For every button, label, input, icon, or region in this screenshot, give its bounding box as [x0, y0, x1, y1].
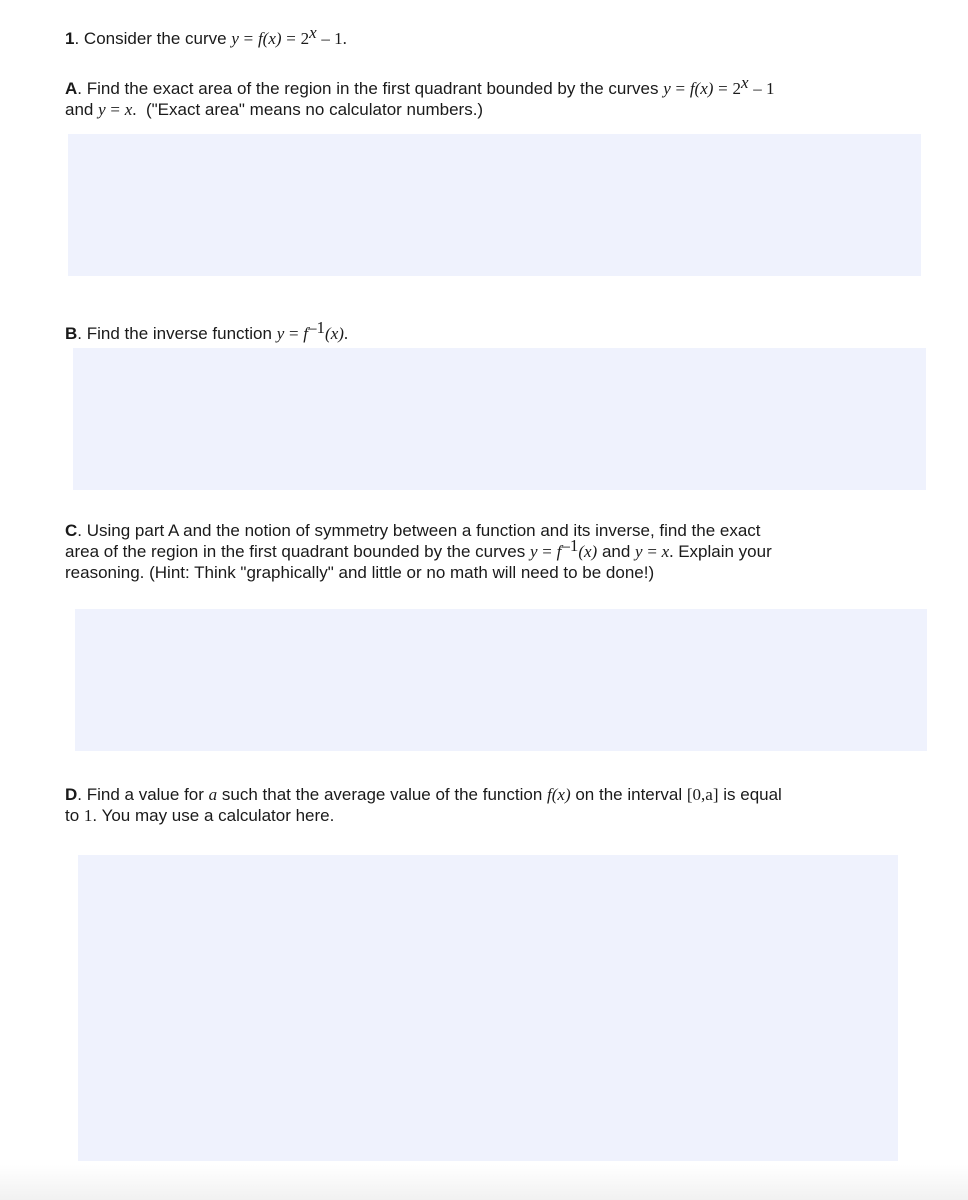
problem-number: 1 [65, 29, 75, 48]
part-c-answer-box[interactable] [75, 609, 927, 751]
part-c-label: C [65, 521, 78, 540]
part-d-label: D [65, 785, 78, 804]
part-a-answer-box[interactable] [68, 134, 921, 276]
part-d-answer-box[interactable] [78, 855, 898, 1161]
part-c-question: C. Using part A and the notion of symmetry between a function and its inverse, find the exact area of the region in the first quadrant bounded by the curves $y = f^{-1}(x)$ and y = x. Explain your reasoning. (Hint: Think "graphically" and little or no math will need to be done!) [65, 521, 772, 582]
problem-intro: Consider the curve [83, 29, 227, 48]
part-b-label: B [65, 324, 78, 343]
part-a-label: A [65, 79, 78, 98]
part-b-question: B. Find the inverse function $y = f^{-1}(x)$. [65, 318, 349, 343]
part-a-question: A. Find the exact area of the region in the first quadrant bounded by the curves y = f(x) = 2$^x$ – 1 and y = x. ("Exact area" means no calculator numbers.) [65, 73, 775, 119]
part-b-answer-box[interactable] [73, 348, 926, 490]
problem-statement: 1. Consider the curve y = f(x) = 2$^x$ – 1. [65, 23, 347, 48]
page-bottom-edge [0, 1165, 968, 1200]
part-d-question: D. Find a value for a such that the average value of the function f(x) on the interval [0,a] is equal to 1. You may use a calculator here. [65, 785, 782, 825]
